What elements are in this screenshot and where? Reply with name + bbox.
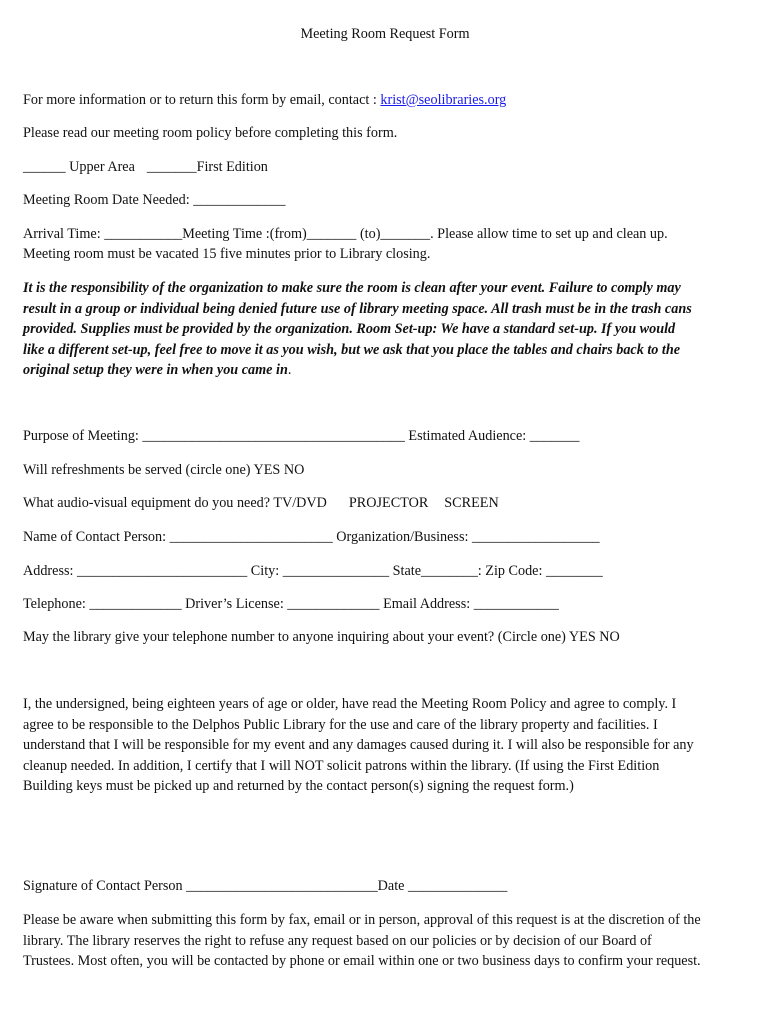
av-question: What audio-visual equipment do you need? TV/DVD — [23, 495, 327, 511]
agreement-line: I, the undersigned, being eighteen years of age or older, have read the Meeting Room Policy and agree to comply. I — [23, 696, 677, 712]
upper-area-option: ______ Upper Area — [23, 159, 135, 175]
responsibility-line: like a different set-up, feel free to move it as you wish, but we ask that you place the tables and chairs back to the — [23, 341, 681, 358]
closing-line: library. The library reserves the right to refuse any request based on our policies or by decision of our Board of — [23, 932, 652, 949]
responsibility-line-last — [23, 360, 751, 381]
closing-paragraph — [23, 910, 751, 972]
agreement-line: understand that I will be responsible for my event and any damages caused during it. I will also be responsible for any — [23, 737, 694, 754]
agreement-line: agree to be responsible to the Delphos Public Library for the use and care of the library property and facilities. I — [23, 716, 658, 733]
address-line: Address: ________________________ City: _______________ State________: Zip Code: ________ — [23, 563, 603, 579]
date-needed-line: Meeting Room Date Needed: _____________ — [23, 192, 286, 208]
page-title: Meeting Room Request Form — [300, 26, 470, 42]
purpose-line: Purpose of Meeting: _____________________________________ Estimated Audience: _______ — [23, 428, 580, 444]
responsibility-line: result in a group or individual being denied future use of library meeting space. All trash must be in the trash cans — [23, 300, 692, 317]
responsibility-line: provided. Supplies must be provided by the organization. Room Set-up: We have a standard set-up. If you would — [23, 321, 676, 338]
agreement-line: cleanup needed. In addition, I certify that I will NOT solicit patrons within the library. (If using the First Edition — [23, 757, 660, 774]
responsibility-paragraph — [23, 278, 751, 381]
arrival-line: Arrival Time: ___________Meeting Time :(from)_______ (to)_______. Please allow time to set up and clean up. — [23, 226, 668, 242]
responsibility-last-bold: original setup they were in when you came in — [23, 362, 288, 379]
closing-line: Trustees. Most often, you will be contacted by phone or email within one or two business days to confirm your request. — [23, 953, 701, 970]
area-line — [23, 157, 268, 177]
refreshments-line: Will refreshments be served (circle one) YES NO — [23, 462, 305, 478]
contact-prefix: For more information or to return this form by email, contact : — [23, 92, 381, 108]
signature-line: Signature of Contact Person ___________________________Date ______________ — [23, 878, 508, 894]
first-edition-option: _______First Edition — [146, 159, 268, 175]
responsibility-line: It is the responsibility of the organization to make sure the room is clean after your event. Failure to comply may — [23, 280, 681, 296]
policy-note: Please read our meeting room policy before completing this form. — [23, 125, 398, 141]
phone-share-line: May the library give your telephone number to anyone inquiring about your event? (Circle one) YES NO — [23, 629, 620, 645]
closing-line: Please be aware when submitting this form by fax, email or in person, approval of this request is at the discretion of the — [23, 912, 701, 928]
responsibility-last-end: . — [287, 362, 292, 379]
screen-option: SCREEN — [444, 495, 499, 511]
agreement-paragraph — [23, 694, 751, 797]
av-equipment-line — [23, 493, 499, 513]
contact-person-line: Name of Contact Person: _______________________ Organization/Business: __________________ — [23, 529, 600, 545]
telephone-line: Telephone: _____________ Driver’s License: _____________ Email Address: ____________ — [23, 596, 559, 612]
contact-line — [23, 90, 506, 110]
vacate-line: Meeting room must be vacated 15 five minutes prior to Library closing. — [23, 246, 431, 262]
email-link[interactable]: krist@seolibraries.org — [380, 92, 507, 108]
agreement-line: Building keys must be picked up and returned by the contact person(s) signing the request form.) — [23, 778, 574, 795]
projector-option: PROJECTOR — [348, 495, 429, 511]
